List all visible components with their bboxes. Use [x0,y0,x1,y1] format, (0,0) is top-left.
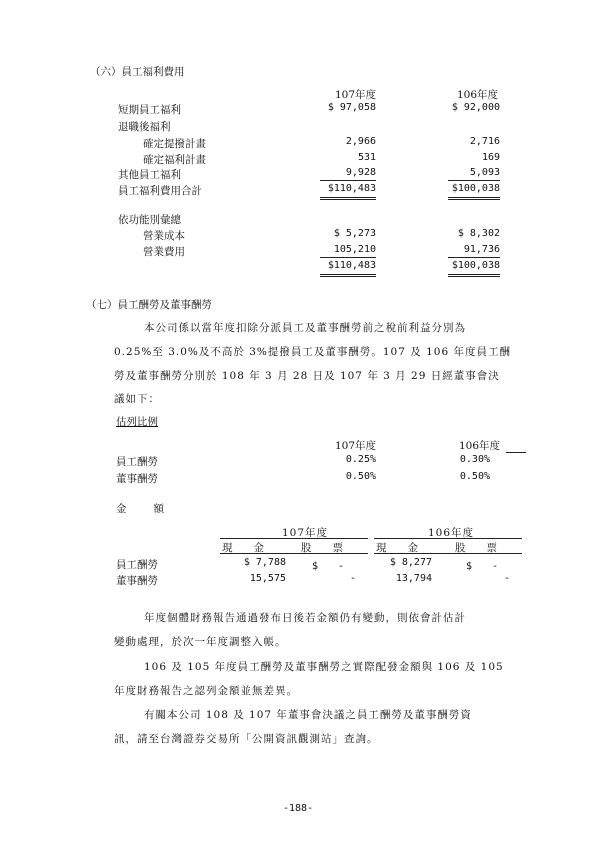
row-value-defined-contribution-106: 2,716 [469,136,500,147]
amt-stock-employee-107: $ - [312,561,345,572]
amt-label-director: 董事酬勞 [116,575,158,587]
amt-label-employee: 員工酬勞 [116,559,158,571]
total-double-rule-106-b [448,199,500,200]
amt-stock-header-106: 股 票 [455,542,497,554]
func-total-double-rule-107-b [320,276,376,277]
ratio-label-employee: 員工酬勞 [116,456,158,468]
amt-year-rule-107 [220,538,368,539]
amt-year-header-107: 107年度 [282,527,329,539]
subtotal-rule-107 [320,180,376,181]
para4-line2: 訊，請至台灣證券交易所「公開資訊觀測站」查詢。 [114,733,379,745]
row-label-defined-benefit: 確定福利計畫 [143,154,206,166]
para1-line3: 勞及董事酬勞分別於 108 年 3 月 28 日及 107 年 3 月 29 日經董事會決 [114,370,500,382]
by-function-label: 依功能別彙總 [118,214,181,226]
amt-stock-director-106: - [503,573,510,584]
row-label-other-benefits: 其他員工福利 [118,169,181,181]
func-label-cost-of-sales: 營業成本 [143,230,185,242]
amt-subheader-rule-107 [220,553,368,554]
section-6-heading: （六）員工福利費用 [90,66,185,78]
ratio-col-header-106: 106年度 [458,440,500,452]
para3-line1: 106 及 105 年度員工酬勞及董事酬勞之實際配發金額與 106 及 105 [144,661,504,673]
para2-line1: 年度個體財務報告通過發布日後若金額仍有變動，則依會計估計 [144,612,466,624]
row-value-short-term-107: $ 97,058 [327,102,376,113]
row-value-total-106: $100,038 [451,183,500,194]
func-subtotal-rule-106 [448,257,500,258]
amt-year-rule-106 [374,538,522,539]
ratio-label-director: 董事酬勞 [116,473,158,485]
amount-heading: 金 額 [116,503,166,515]
func-value-cost-of-sales-106: $ 8,302 [457,228,500,239]
para1-line2: 0.25%至 3.0%及不高於 3%提撥員工及董事酬勞。107 及 106 年度員工酬 [114,346,511,358]
amt-stock-director-107: - [349,573,356,584]
total-double-rule-106-a [448,197,500,198]
page-number: -188- [283,803,314,814]
sec6-col-header-106: 106年度 [456,89,498,101]
row-value-other-benefits-106: 5,093 [469,167,500,178]
func-value-cost-of-sales-107: $ 5,273 [333,228,376,239]
func-value-operating-expenses-106: 91,736 [463,244,500,255]
func-total-double-rule-107-a [320,274,376,275]
func-value-operating-expenses-107: 105,210 [333,244,376,255]
total-double-rule-107-b [320,199,376,200]
para2-line2: 變動處理，於次一年度調整入帳。 [114,636,287,648]
ratio-header-rule [506,452,526,453]
amt-cash-header-107: 現 金 [222,542,264,554]
row-label-defined-contribution: 確定提撥計畫 [143,138,206,150]
ratio-value-director-106: 0.50% [459,471,490,482]
row-value-defined-benefit-107: 531 [357,152,376,163]
ratio-value-director-107: 0.50% [345,471,376,482]
func-value-total-107: $110,483 [327,260,376,271]
total-double-rule-107-a [320,197,376,198]
ratio-col-header-107: 107年度 [334,440,376,452]
amt-cash-director-106: 13,794 [395,573,432,584]
row-value-defined-contribution-107: 2,966 [345,136,376,147]
func-value-total-106: $100,038 [451,260,500,271]
func-total-double-rule-106-b [448,276,500,277]
para1-line1: 本公司係以當年度扣除分派員工及董事酬勞前之稅前利益分別為 [144,322,466,334]
row-label-short-term: 短期員工福利 [118,104,181,116]
ratio-value-employee-107: 0.25% [345,454,376,465]
row-value-defined-benefit-106: 169 [481,152,500,163]
amt-subheader-rule-106 [374,553,522,554]
row-value-total-107: $110,483 [327,183,376,194]
para1-line4: 議如下： [114,393,160,405]
row-value-other-benefits-107: 9,928 [345,167,376,178]
func-total-double-rule-106-a [448,274,500,275]
row-label-post-employment: 退職後福利 [118,121,171,133]
amt-year-header-106: 106年度 [428,527,475,539]
ratio-heading: 估列比例 [116,416,158,428]
amt-stock-header-107: 股 票 [301,542,343,554]
amt-stock-employee-106: $ - [466,561,499,572]
func-label-operating-expenses: 營業費用 [143,246,185,258]
amt-cash-header-106: 現 金 [376,542,418,554]
para3-line2: 年度財務報告之認列金額並無差異。 [114,685,298,697]
row-value-short-term-106: $ 92,000 [451,102,500,113]
sec6-col-header-107: 107年度 [334,89,376,101]
ratio-value-employee-106: 0.30% [459,454,490,465]
func-subtotal-rule-107 [320,257,376,258]
row-label-total: 員工福利費用合計 [118,185,202,197]
section-7-heading: （七）員工酬勞及董事酬勞 [86,299,212,311]
amt-cash-employee-106: $ 8,277 [389,557,432,568]
subtotal-rule-106 [448,180,500,181]
para4-line1: 有關本公司 108 及 107 年董事會決議之員工酬勞及董事酬勞資 [144,709,472,721]
amt-cash-employee-107: $ 7,788 [243,557,286,568]
amt-cash-director-107: 15,575 [249,573,286,584]
